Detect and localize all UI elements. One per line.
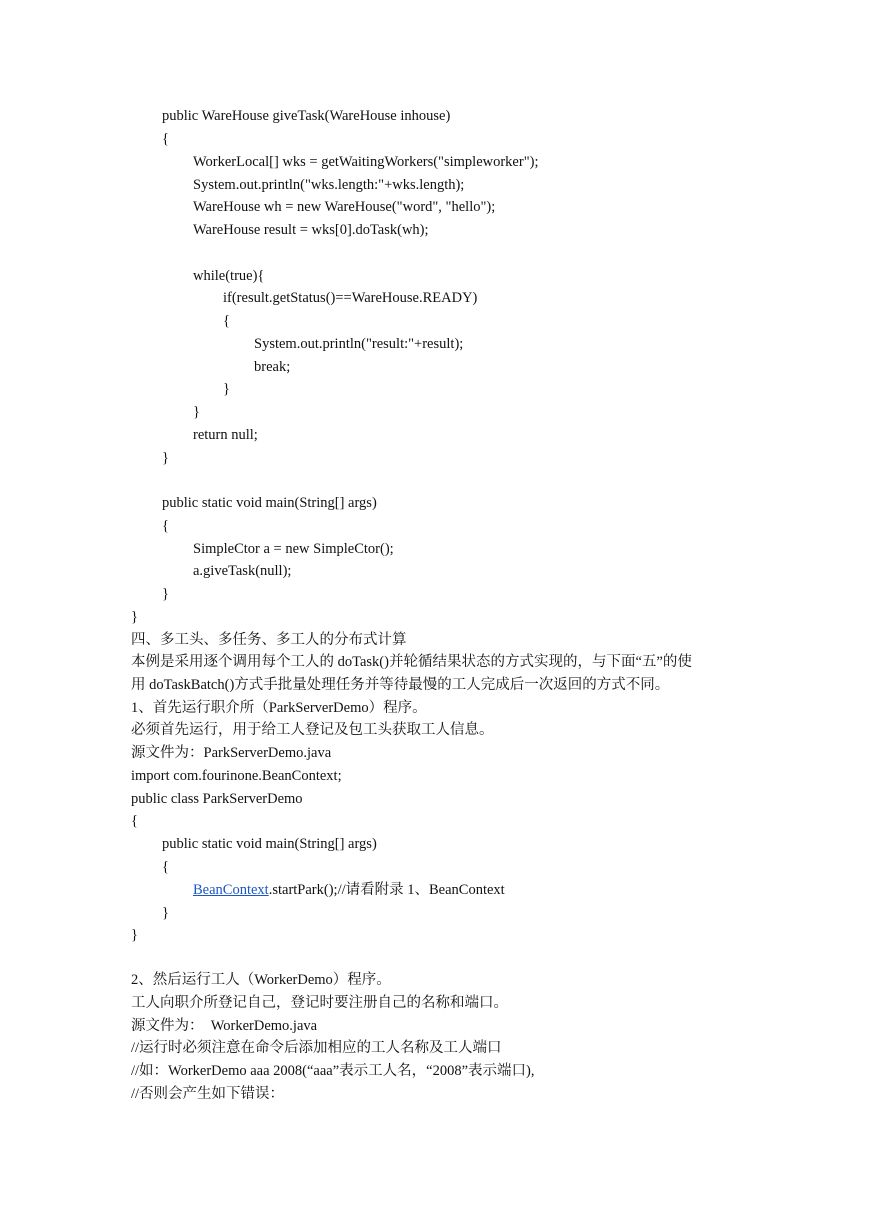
step-heading: 1、首先运行职介所（ParkServerDemo）程序。 bbox=[131, 700, 427, 716]
code-line: { bbox=[131, 813, 138, 829]
code-line: System.out.println("result:"+result); bbox=[254, 336, 464, 352]
source-file-label: 源文件为： WorkerDemo.java bbox=[131, 1018, 318, 1034]
step-heading: 2、然后运行工人（WorkerDemo）程序。 bbox=[131, 972, 391, 988]
section-heading: 四、多工头、多任务、多工人的分布式计算 bbox=[131, 632, 407, 648]
code-line: public static void main(String[] args) bbox=[162, 495, 377, 511]
code-comment: //运行时必须注意在命令后添加相应的工人名称及工人端口 bbox=[131, 1040, 502, 1056]
code-line: public static void main(String[] args) bbox=[162, 836, 377, 852]
code-line: } bbox=[162, 905, 169, 921]
code-line: public class ParkServerDemo bbox=[131, 791, 303, 807]
code-line: { bbox=[162, 131, 169, 147]
code-line: } bbox=[162, 586, 169, 602]
code-line: WareHouse wh = new WareHouse("word", "hello"); bbox=[193, 199, 496, 215]
code-line: import com.fourinone.BeanContext; bbox=[131, 768, 342, 784]
code-line: System.out.println("wks.length:"+wks.length); bbox=[193, 177, 465, 193]
paragraph-line: 用 doTaskBatch()方式手批量处理任务并等待最慢的工人完成后一次返回的方式不同。 bbox=[131, 677, 670, 693]
code-line: if(result.getStatus()==WareHouse.READY) bbox=[223, 290, 478, 306]
code-line: public WareHouse giveTask(WareHouse inhouse) bbox=[162, 108, 451, 124]
code-line: break; bbox=[254, 359, 291, 375]
code-line: while(true){ bbox=[193, 268, 265, 284]
code-line: } bbox=[223, 381, 230, 397]
source-file-label: 源文件为：ParkServerDemo.java bbox=[131, 745, 332, 761]
code-line: a.giveTask(null); bbox=[193, 563, 292, 579]
code-line: { bbox=[162, 518, 169, 534]
code-line: return null; bbox=[193, 427, 258, 443]
code-line: { bbox=[162, 859, 169, 875]
code-line: } bbox=[193, 404, 200, 420]
code-line: WorkerLocal[] wks = getWaitingWorkers("simpleworker"); bbox=[193, 154, 539, 170]
code-line: } bbox=[131, 927, 138, 943]
code-line: WareHouse result = wks[0].doTask(wh); bbox=[193, 222, 429, 238]
code-line: SimpleCtor a = new SimpleCtor(); bbox=[193, 541, 394, 557]
paragraph-line: 本例是采用逐个调用每个工人的 doTask()并轮循结果状态的方式实现的，与下面“五”的使 bbox=[131, 654, 692, 670]
code-line bbox=[193, 880, 505, 900]
code-line: } bbox=[162, 450, 169, 466]
paragraph-line: 工人向职介所登记自己，登记时要注册自己的名称和端口。 bbox=[131, 995, 508, 1011]
code-comment: //如：WorkerDemo aaa 2008(“aaa”表示工人名，“2008”表示端口), bbox=[131, 1063, 535, 1079]
paragraph-line: 必须首先运行，用于给工人登记及包工头获取工人信息。 bbox=[131, 722, 494, 738]
code-text: .startPark();//请看附录 1、BeanContext bbox=[268, 882, 505, 898]
code-line: } bbox=[131, 609, 138, 625]
code-comment: //否则会产生如下错误： bbox=[131, 1086, 285, 1102]
beancontext-link[interactable]: BeanContext bbox=[193, 882, 269, 898]
code-line: { bbox=[223, 313, 230, 329]
